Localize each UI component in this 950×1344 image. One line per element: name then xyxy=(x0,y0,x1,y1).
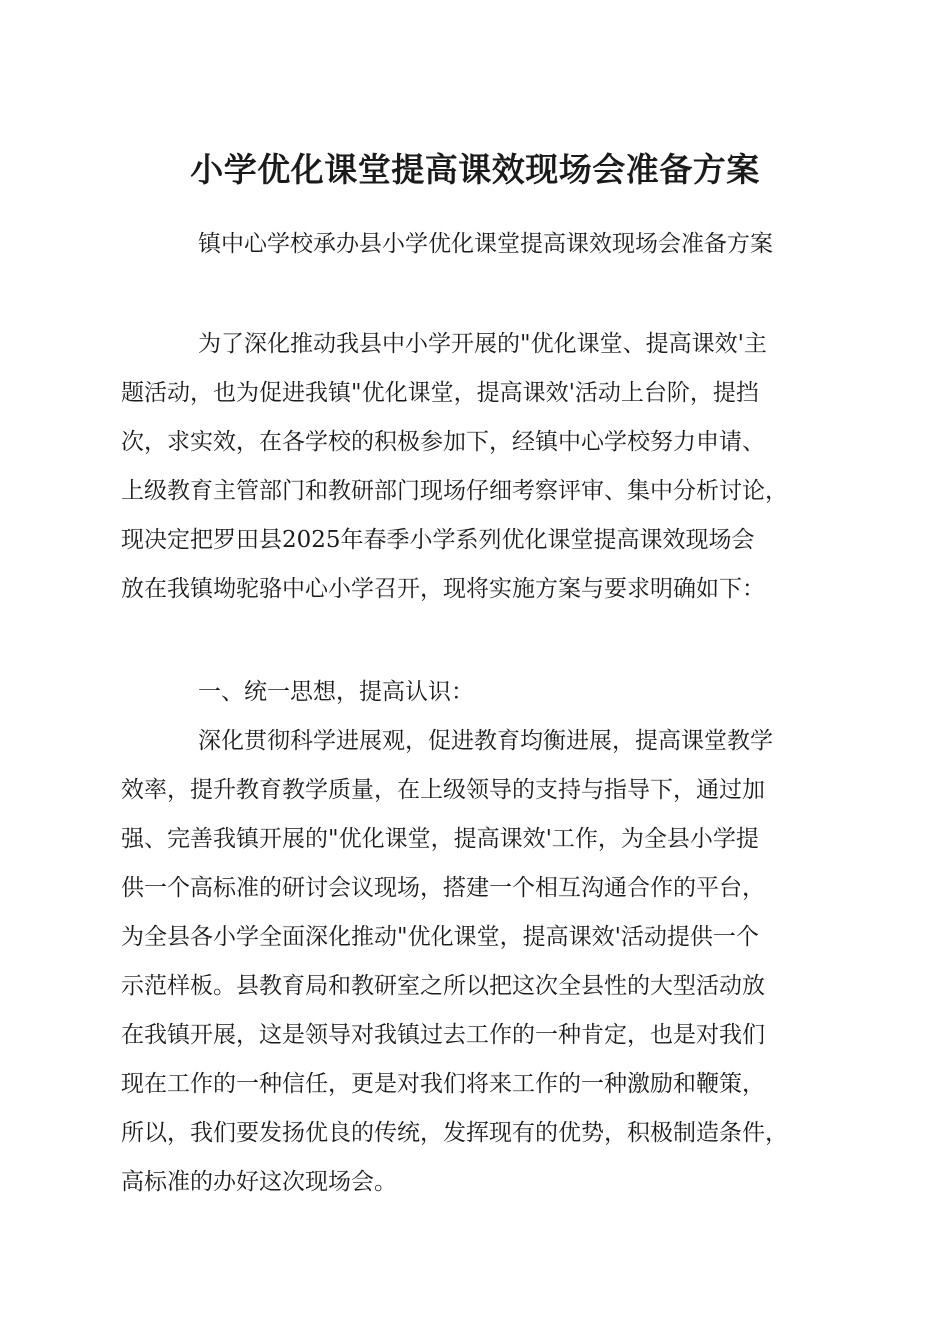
paragraph-1-line-1: 为了深化推动我县中小学开展的"优化课堂、提高课效'主 xyxy=(198,331,767,357)
paragraph-1-line-3: 次，求实效，在各学校的积极参加下，经镇中心学校努力申请、 xyxy=(121,429,765,455)
paragraph-2-line-6: 示范样板。县教育局和教研室之所以把这次全县性的大型活动放 xyxy=(121,973,765,999)
paragraph-1-line-6: 放在我镇坳驼骆中心小学召开，现将实施方案与要求明确如下： xyxy=(121,576,765,602)
paragraph-2-line-5: 为全县各小学全面深化推动"优化课堂，提高课效'活动提供一个 xyxy=(121,924,759,950)
paragraph-2-line-4: 供一个高标准的研讨会议现场，搭建一个相互沟通合作的平台， xyxy=(121,875,765,901)
paragraph-1-line-5: 现决定把罗田县2025年春季小学系列优化课堂提高课效现场会 xyxy=(121,527,755,553)
paragraph-1-line-4: 上级教育主管部门和教研部门现场仔细考察评审、集中分析讨论， xyxy=(121,478,788,504)
section-1-heading: 一、统一思想，提高认识： xyxy=(198,679,474,705)
paragraph-2-line-9: 所以，我们要发扬优良的传统，发挥现有的优势，积极制造条件， xyxy=(121,1120,788,1146)
document-subtitle: 镇中心学校承办县小学优化课堂提高课效现场会准备方案 xyxy=(198,231,773,257)
paragraph-2-line-10: 高标准的办好这次现场会。 xyxy=(121,1169,397,1195)
paragraph-2-line-7: 在我镇开展，这是领导对我镇过去工作的一种肯定，也是对我们 xyxy=(121,1022,765,1048)
paragraph-2-line-2: 效率，提升教育教学质量，在上级领导的支持与指导下，通过加 xyxy=(121,777,765,803)
document-title: 小学优化课堂提高课效现场会准备方案 xyxy=(190,150,760,189)
paragraph-2-line-1: 深化贯彻科学进展观，促进教育均衡进展，提高课堂教学 xyxy=(198,728,773,754)
paragraph-2-line-3: 强、完善我镇开展的"优化课堂，提高课效'工作，为全县小学提 xyxy=(121,826,759,852)
paragraph-1-line-2: 题活动，也为促进我镇"优化课堂，提高课效'活动上台阶，提挡 xyxy=(121,380,759,406)
paragraph-2-line-8: 现在工作的一种信任，更是对我们将来工作的一种激励和鞭策， xyxy=(121,1071,765,1097)
